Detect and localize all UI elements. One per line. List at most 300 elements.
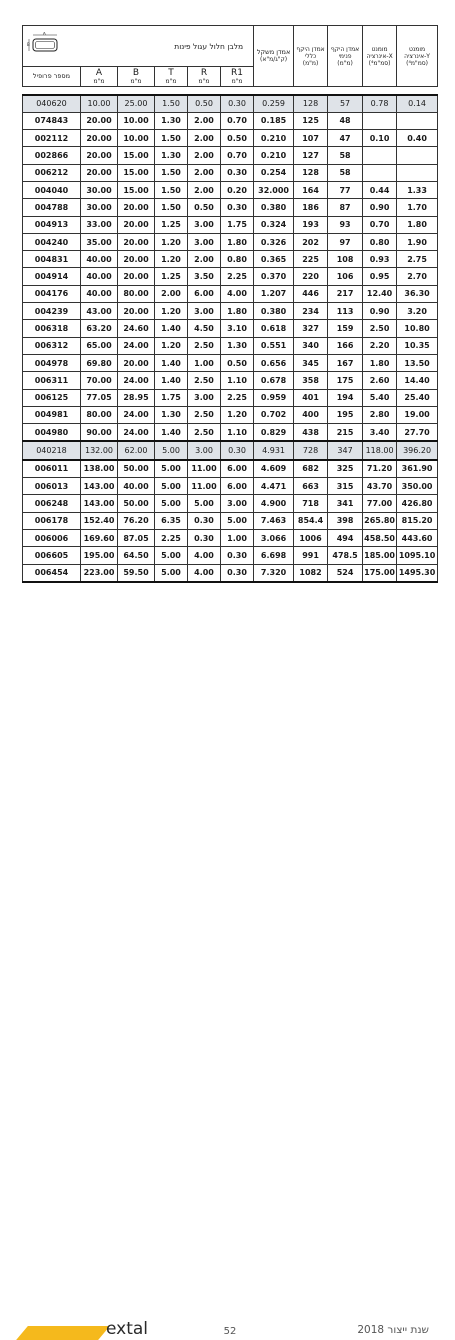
cell-w: 0.259 xyxy=(254,95,294,113)
cell-a: 40.00 xyxy=(81,268,118,285)
cell-b: 20.00 xyxy=(118,303,155,320)
table-header xyxy=(23,26,438,95)
cell-ix: 2.50 xyxy=(363,320,397,337)
cell-pi: 315 xyxy=(328,478,363,495)
cell-r: 2.50 xyxy=(188,372,221,389)
cell-iy: 443.60 xyxy=(397,529,438,546)
cell-ix: 0.90 xyxy=(363,303,397,320)
cell-r: 1.00 xyxy=(188,354,221,371)
cell-r: 2.00 xyxy=(188,181,221,198)
svg-text:B: B xyxy=(27,42,30,47)
cell-w: 0.829 xyxy=(254,424,294,442)
cell-pt: 991 xyxy=(294,547,328,564)
cell-a: 195.00 xyxy=(81,547,118,564)
cell-t: 1.30 xyxy=(155,147,188,164)
cell-t: 1.40 xyxy=(155,354,188,371)
col-a-header: A מ"מ xyxy=(81,67,118,87)
cell-w: 0.365 xyxy=(254,251,294,268)
cell-r: 11.00 xyxy=(188,460,221,478)
cell-pi: 106 xyxy=(328,268,363,285)
cell-pi: 159 xyxy=(328,320,363,337)
cell-a: 20.00 xyxy=(81,147,118,164)
cell-iy: 19.00 xyxy=(397,406,438,423)
table-row xyxy=(23,547,438,564)
cell-pt: 340 xyxy=(294,337,328,354)
cell-iy: 1095.10 xyxy=(397,547,438,564)
cell-w: 0.618 xyxy=(254,320,294,337)
cell-profile: 004831 xyxy=(23,251,81,268)
brand-stripe xyxy=(16,1326,110,1340)
cell-r1: 0.50 xyxy=(221,130,254,147)
col-b-header: B מ"מ xyxy=(118,67,155,87)
cell-pt: 107 xyxy=(294,130,328,147)
cell-pi: 325 xyxy=(328,460,363,478)
cell-b: 59.50 xyxy=(118,564,155,582)
cell-ix: 77.00 xyxy=(363,495,397,512)
cell-w: 32.000 xyxy=(254,181,294,198)
cell-b: 20.00 xyxy=(118,233,155,250)
cell-pt: 1006 xyxy=(294,529,328,546)
cell-pi: 341 xyxy=(328,495,363,512)
table-row xyxy=(23,460,438,478)
cell-t: 5.00 xyxy=(155,441,188,459)
cell-ix xyxy=(363,112,397,129)
cell-pi: 47 xyxy=(328,130,363,147)
cell-b: 62.00 xyxy=(118,441,155,459)
cell-b: 80.00 xyxy=(118,285,155,302)
cell-pt: 202 xyxy=(294,233,328,250)
cell-r1: 3.10 xyxy=(221,320,254,337)
perimeter-total-header: אמדן היקף כללי (מ"מ) xyxy=(294,26,328,87)
col-r1-header: R1 מ"מ xyxy=(221,67,254,87)
cell-r: 4.00 xyxy=(188,547,221,564)
perimeter-inner-header: אמדן היקף פנימי (מ"מ) xyxy=(328,26,363,87)
cell-iy: 2.70 xyxy=(397,268,438,285)
cell-a: 63.20 xyxy=(81,320,118,337)
cell-pi: 93 xyxy=(328,216,363,233)
table-row xyxy=(23,268,438,285)
cell-b: 24.00 xyxy=(118,406,155,423)
cell-iy: 14.40 xyxy=(397,372,438,389)
cell-w: 0.370 xyxy=(254,268,294,285)
cell-profile: 004040 xyxy=(23,181,81,198)
cell-pi: 478.5 xyxy=(328,547,363,564)
cell-ix: 71.20 xyxy=(363,460,397,478)
cell-iy: 36.30 xyxy=(397,285,438,302)
table-row xyxy=(23,130,438,147)
cell-r1: 2.25 xyxy=(221,389,254,406)
cell-b: 24.00 xyxy=(118,337,155,354)
weight-header: אמדן משקל (ק"ג/מ"א) xyxy=(254,26,294,87)
cell-a: 20.00 xyxy=(81,112,118,129)
cell-profile: 004978 xyxy=(23,354,81,371)
cell-pi: 166 xyxy=(328,337,363,354)
cell-ix: 0.95 xyxy=(363,268,397,285)
cell-pi: 217 xyxy=(328,285,363,302)
cell-b: 15.00 xyxy=(118,164,155,181)
cell-w: 4.900 xyxy=(254,495,294,512)
cell-b: 64.50 xyxy=(118,547,155,564)
cell-pt: 127 xyxy=(294,147,328,164)
cell-iy: 10.35 xyxy=(397,337,438,354)
cell-r: 3.00 xyxy=(188,216,221,233)
cell-pt: 682 xyxy=(294,460,328,478)
cell-b: 20.00 xyxy=(118,199,155,216)
cell-ix: 265.80 xyxy=(363,512,397,529)
cell-iy xyxy=(397,147,438,164)
cell-profile: 006605 xyxy=(23,547,81,564)
cell-pt: 345 xyxy=(294,354,328,371)
table-row xyxy=(23,441,438,459)
cell-pi: 195 xyxy=(328,406,363,423)
cell-pt: 125 xyxy=(294,112,328,129)
cell-pi: 58 xyxy=(328,147,363,164)
cell-iy: 13.50 xyxy=(397,354,438,371)
cell-w: 0.185 xyxy=(254,112,294,129)
cell-r1: 3.00 xyxy=(221,495,254,512)
col-r-header: R מ"מ xyxy=(188,67,221,87)
cell-a: 30.00 xyxy=(81,181,118,198)
cell-pi: 113 xyxy=(328,303,363,320)
profile-group-header xyxy=(23,26,254,67)
cell-a: 143.00 xyxy=(81,495,118,512)
cell-r: 0.30 xyxy=(188,512,221,529)
cell-profile: 006013 xyxy=(23,478,81,495)
cell-r1: 4.00 xyxy=(221,285,254,302)
cell-w: 0.702 xyxy=(254,406,294,423)
cell-ix: 0.10 xyxy=(363,130,397,147)
cell-pt: 728 xyxy=(294,441,328,459)
table-row xyxy=(23,564,438,582)
table-row xyxy=(23,112,438,129)
table-row xyxy=(23,181,438,198)
cell-pi: 57 xyxy=(328,95,363,113)
cell-iy: 361.90 xyxy=(397,460,438,478)
cell-t: 1.50 xyxy=(155,199,188,216)
cell-profile: 004981 xyxy=(23,406,81,423)
cell-iy: 1.70 xyxy=(397,199,438,216)
cell-t: 1.20 xyxy=(155,337,188,354)
profiles-table-wrapper xyxy=(22,25,437,583)
table-row xyxy=(23,303,438,320)
cell-pi: 347 xyxy=(328,441,363,459)
cell-profile: 004240 xyxy=(23,233,81,250)
cell-r: 3.00 xyxy=(188,389,221,406)
cell-t: 1.40 xyxy=(155,372,188,389)
cell-profile: 004980 xyxy=(23,424,81,442)
table-row xyxy=(23,199,438,216)
cell-t: 1.50 xyxy=(155,95,188,113)
cell-iy: 0.14 xyxy=(397,95,438,113)
cell-ix: 118.00 xyxy=(363,441,397,459)
cell-ix: 1.80 xyxy=(363,354,397,371)
cell-r1: 0.70 xyxy=(221,112,254,129)
table-row xyxy=(23,233,438,250)
cell-b: 87.05 xyxy=(118,529,155,546)
cell-profile: 004913 xyxy=(23,216,81,233)
moment-y-header: מומנט אינרציה-Y (סמ"מ⁴) xyxy=(397,26,438,87)
cell-r1: 0.30 xyxy=(221,164,254,181)
page-footer xyxy=(0,658,455,1339)
cell-t: 5.00 xyxy=(155,495,188,512)
table-row xyxy=(23,147,438,164)
cell-iy: 1495.30 xyxy=(397,564,438,582)
cell-r: 2.00 xyxy=(188,147,221,164)
cell-iy: 1.90 xyxy=(397,233,438,250)
cell-r1: 0.80 xyxy=(221,251,254,268)
cell-r: 11.00 xyxy=(188,478,221,495)
cell-r1: 6.00 xyxy=(221,460,254,478)
cell-w: 0.551 xyxy=(254,337,294,354)
cell-r: 2.50 xyxy=(188,424,221,442)
cell-r1: 0.50 xyxy=(221,354,254,371)
cell-profile: 002112 xyxy=(23,130,81,147)
cell-ix: 0.93 xyxy=(363,251,397,268)
cell-profile: 004914 xyxy=(23,268,81,285)
production-year: שנת ייצור 2018 xyxy=(357,1324,429,1336)
cell-ix: 0.78 xyxy=(363,95,397,113)
table-row xyxy=(23,372,438,389)
table-row xyxy=(23,95,438,113)
cell-profile: 040620 xyxy=(23,95,81,113)
cell-t: 2.00 xyxy=(155,285,188,302)
cell-r: 4.00 xyxy=(188,564,221,582)
cell-iy xyxy=(397,112,438,129)
cell-ix: 175.00 xyxy=(363,564,397,582)
cell-profile: 040218 xyxy=(23,441,81,459)
cell-w: 7.463 xyxy=(254,512,294,529)
cell-w: 4.609 xyxy=(254,460,294,478)
cell-r1: 0.30 xyxy=(221,547,254,564)
table-row xyxy=(23,478,438,495)
cell-r1: 5.00 xyxy=(221,512,254,529)
cell-r: 3.50 xyxy=(188,268,221,285)
cell-b: 20.00 xyxy=(118,354,155,371)
cell-b: 40.00 xyxy=(118,478,155,495)
cell-r1: 1.30 xyxy=(221,337,254,354)
cell-pi: 58 xyxy=(328,164,363,181)
cell-r1: 0.30 xyxy=(221,199,254,216)
cell-pt: 718 xyxy=(294,495,328,512)
cell-b: 15.00 xyxy=(118,181,155,198)
cell-w: 0.210 xyxy=(254,147,294,164)
cell-a: 223.00 xyxy=(81,564,118,582)
cell-r: 5.00 xyxy=(188,495,221,512)
cell-profile: 006006 xyxy=(23,529,81,546)
cell-iy: 1.33 xyxy=(397,181,438,198)
cell-iy xyxy=(397,164,438,181)
cell-a: 20.00 xyxy=(81,164,118,181)
cell-pt: 663 xyxy=(294,478,328,495)
cell-pt: 234 xyxy=(294,303,328,320)
cell-r1: 0.70 xyxy=(221,147,254,164)
cell-r1: 1.80 xyxy=(221,233,254,250)
table-row xyxy=(23,164,438,181)
cell-profile: 006178 xyxy=(23,512,81,529)
cell-r: 2.50 xyxy=(188,337,221,354)
cell-profile: 004176 xyxy=(23,285,81,302)
cell-iy: 815.20 xyxy=(397,512,438,529)
cell-r1: 0.30 xyxy=(221,95,254,113)
cell-r: 0.50 xyxy=(188,95,221,113)
cell-r: 2.00 xyxy=(188,112,221,129)
cell-b: 20.00 xyxy=(118,251,155,268)
cell-b: 10.00 xyxy=(118,112,155,129)
cell-pi: 215 xyxy=(328,424,363,442)
table-row xyxy=(23,251,438,268)
cell-w: 4.931 xyxy=(254,441,294,459)
cell-pi: 87 xyxy=(328,199,363,216)
table-row xyxy=(23,424,438,442)
cell-r1: 1.00 xyxy=(221,529,254,546)
header-spacer xyxy=(23,87,438,95)
cell-r: 6.00 xyxy=(188,285,221,302)
cell-ix: 2.80 xyxy=(363,406,397,423)
profile-group-title: מלבן חלול עגול פינות xyxy=(174,42,244,51)
cell-a: 43.00 xyxy=(81,303,118,320)
cell-a: 10.00 xyxy=(81,95,118,113)
cell-r1: 1.20 xyxy=(221,406,254,423)
cell-r: 0.30 xyxy=(188,529,221,546)
cell-pt: 186 xyxy=(294,199,328,216)
cell-profile: 006212 xyxy=(23,164,81,181)
cell-w: 0.324 xyxy=(254,216,294,233)
cell-b: 15.00 xyxy=(118,147,155,164)
cell-a: 152.40 xyxy=(81,512,118,529)
cell-r: 2.00 xyxy=(188,130,221,147)
cell-w: 0.380 xyxy=(254,199,294,216)
cell-profile: 006318 xyxy=(23,320,81,337)
cell-r1: 1.10 xyxy=(221,424,254,442)
cell-profile: 002866 xyxy=(23,147,81,164)
cell-iy: 27.70 xyxy=(397,424,438,442)
cell-a: 143.00 xyxy=(81,478,118,495)
table-row xyxy=(23,389,438,406)
cell-w: 0.380 xyxy=(254,303,294,320)
cell-pi: 398 xyxy=(328,512,363,529)
cell-profile: 004239 xyxy=(23,303,81,320)
table-row xyxy=(23,285,438,302)
cell-ix: 2.60 xyxy=(363,372,397,389)
cell-r: 3.00 xyxy=(188,441,221,459)
cell-ix xyxy=(363,147,397,164)
cell-b: 24.00 xyxy=(118,424,155,442)
table-row xyxy=(23,320,438,337)
table-row xyxy=(23,216,438,233)
cell-t: 1.25 xyxy=(155,268,188,285)
cell-t: 1.75 xyxy=(155,389,188,406)
cell-pt: 446 xyxy=(294,285,328,302)
cell-pt: 438 xyxy=(294,424,328,442)
cell-r1: 1.80 xyxy=(221,303,254,320)
cell-a: 70.00 xyxy=(81,372,118,389)
cell-pi: 167 xyxy=(328,354,363,371)
cell-ix: 185.00 xyxy=(363,547,397,564)
cell-a: 30.00 xyxy=(81,199,118,216)
cell-t: 5.00 xyxy=(155,564,188,582)
cell-b: 20.00 xyxy=(118,216,155,233)
cell-profile: 006011 xyxy=(23,460,81,478)
cell-r1: 0.30 xyxy=(221,441,254,459)
cell-t: 1.50 xyxy=(155,181,188,198)
cell-t: 1.30 xyxy=(155,406,188,423)
cell-b: 28.95 xyxy=(118,389,155,406)
cell-b: 20.00 xyxy=(118,268,155,285)
cell-a: 40.00 xyxy=(81,251,118,268)
cell-w: 4.471 xyxy=(254,478,294,495)
cell-ix: 3.40 xyxy=(363,424,397,442)
cell-iy: 2.75 xyxy=(397,251,438,268)
cell-pt: 128 xyxy=(294,95,328,113)
table-row xyxy=(23,529,438,546)
cell-t: 6.35 xyxy=(155,512,188,529)
cell-a: 40.00 xyxy=(81,285,118,302)
cell-t: 2.25 xyxy=(155,529,188,546)
table-body xyxy=(23,95,438,582)
cell-ix: 43.70 xyxy=(363,478,397,495)
cell-iy: 396.20 xyxy=(397,441,438,459)
cell-a: 77.05 xyxy=(81,389,118,406)
cell-pi: 494 xyxy=(328,529,363,546)
cell-r: 2.00 xyxy=(188,251,221,268)
cell-ix: 0.44 xyxy=(363,181,397,198)
cell-pi: 108 xyxy=(328,251,363,268)
profile-no-header: מספר פרופיל xyxy=(23,67,81,87)
cell-r: 2.50 xyxy=(188,406,221,423)
cell-w: 0.254 xyxy=(254,164,294,181)
cell-w: 0.678 xyxy=(254,372,294,389)
cell-w: 0.959 xyxy=(254,389,294,406)
cell-iy: 0.40 xyxy=(397,130,438,147)
cell-r1: 2.25 xyxy=(221,268,254,285)
cell-a: 169.60 xyxy=(81,529,118,546)
cell-ix: 0.80 xyxy=(363,233,397,250)
cell-iy: 426.80 xyxy=(397,495,438,512)
cell-pt: 220 xyxy=(294,268,328,285)
cell-b: 24.00 xyxy=(118,372,155,389)
cell-w: 3.066 xyxy=(254,529,294,546)
table-row xyxy=(23,512,438,529)
cell-a: 90.00 xyxy=(81,424,118,442)
cell-b: 24.60 xyxy=(118,320,155,337)
profile-section-icon xyxy=(27,32,67,58)
cell-a: 35.00 xyxy=(81,233,118,250)
profiles-table xyxy=(22,25,438,583)
cell-a: 65.00 xyxy=(81,337,118,354)
cell-pt: 854.4 xyxy=(294,512,328,529)
cell-b: 10.00 xyxy=(118,130,155,147)
cell-w: 0.210 xyxy=(254,130,294,147)
cell-a: 69.80 xyxy=(81,354,118,371)
cell-pt: 225 xyxy=(294,251,328,268)
cell-pi: 194 xyxy=(328,389,363,406)
cell-t: 5.00 xyxy=(155,460,188,478)
cell-profile: 006311 xyxy=(23,372,81,389)
cell-pi: 524 xyxy=(328,564,363,582)
cell-ix: 458.50 xyxy=(363,529,397,546)
cell-pt: 401 xyxy=(294,389,328,406)
cell-pt: 128 xyxy=(294,164,328,181)
cell-t: 1.40 xyxy=(155,320,188,337)
cell-t: 5.00 xyxy=(155,547,188,564)
cell-a: 33.00 xyxy=(81,216,118,233)
svg-text:A: A xyxy=(43,32,46,36)
cell-a: 138.00 xyxy=(81,460,118,478)
cell-iy: 25.40 xyxy=(397,389,438,406)
cell-t: 5.00 xyxy=(155,478,188,495)
cell-iy: 1.80 xyxy=(397,216,438,233)
cell-iy: 10.80 xyxy=(397,320,438,337)
